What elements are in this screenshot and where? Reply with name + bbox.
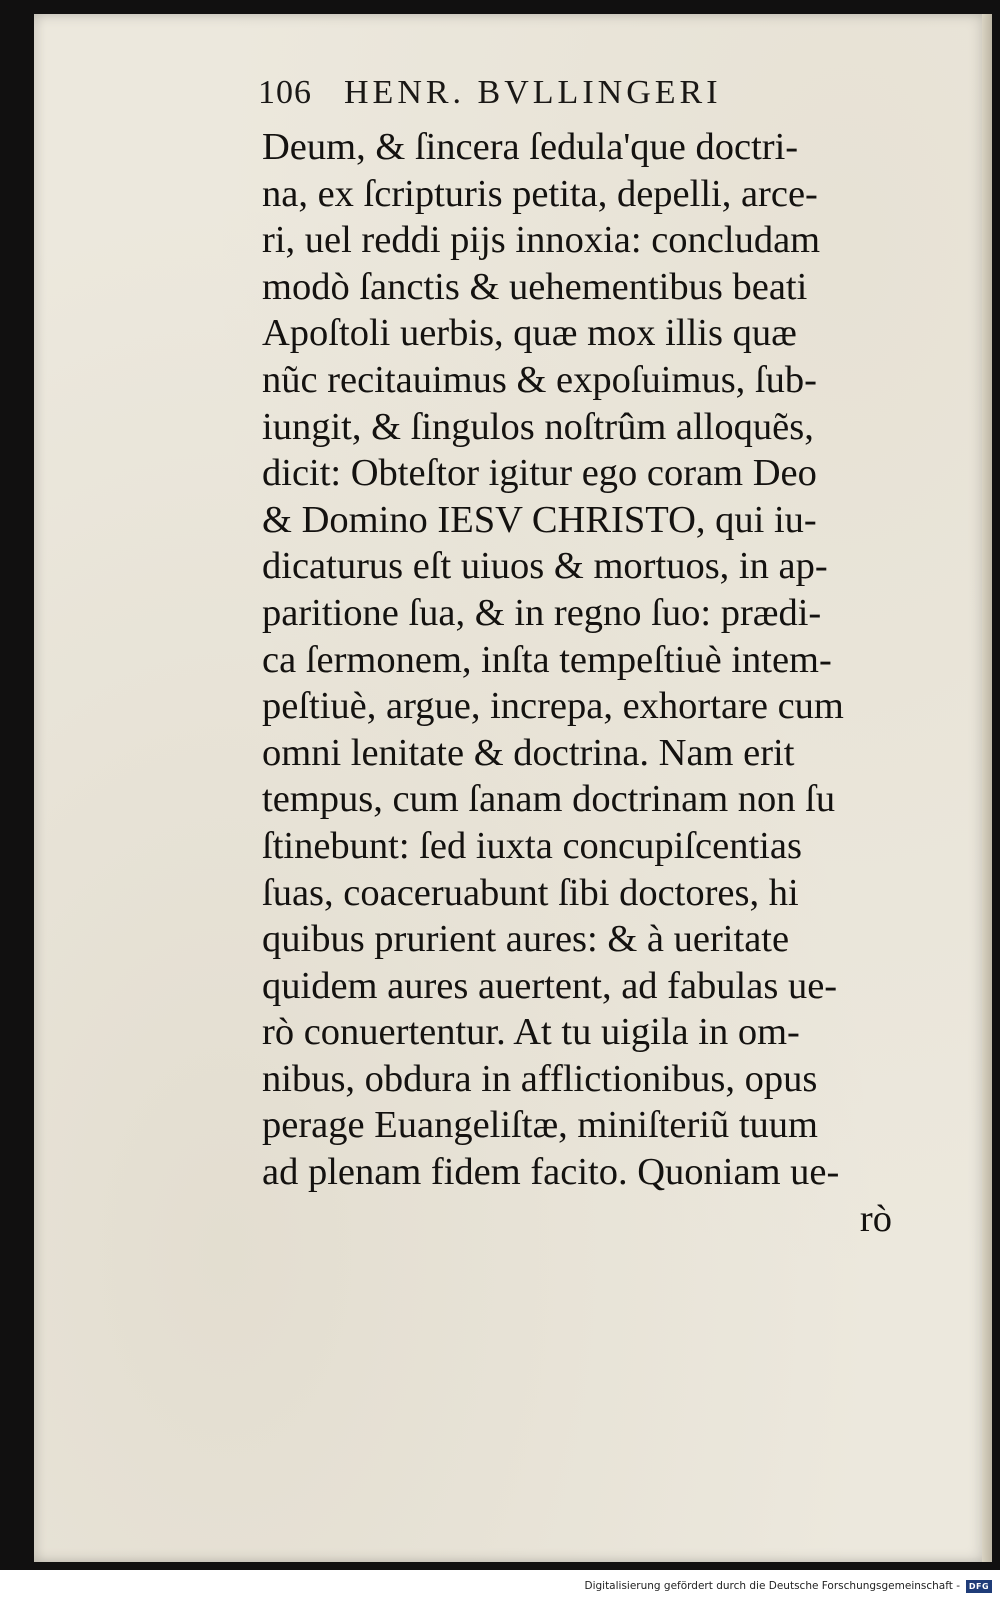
text-line: modò ſanctis & uehementibus beati bbox=[262, 265, 808, 308]
text-line: dicaturus eſt uiuos & mortuos, in ap- bbox=[262, 545, 828, 588]
text-line: ca ſermonem, inſta tempeſtiuè intem- bbox=[262, 638, 832, 681]
catchword: rò bbox=[859, 1197, 892, 1240]
text-line: omni lenitate & doctrina. Nam erit bbox=[262, 731, 795, 774]
text-line: nũc recitauimus & expoſuimus, ſub- bbox=[262, 358, 817, 401]
running-head bbox=[258, 74, 818, 118]
text-line: peſtiuè, argue, increpa, exhortare cum bbox=[262, 685, 844, 728]
text-line: na, ex ſcripturis petita, depelli, arce- bbox=[262, 172, 818, 215]
text-line: iungit, & ſingulos noſtrûm alloquẽs, bbox=[262, 405, 814, 448]
page-edge bbox=[982, 14, 992, 1562]
text-line: ad plenam fidem facito. Quoniam ue- bbox=[262, 1151, 840, 1194]
text-line: Apoſtoli uerbis, quæ mox illis quæ bbox=[262, 312, 797, 355]
dfg-logo: DFG bbox=[966, 1580, 992, 1593]
text-line: ſuas, coaceruabunt ſibi doctores, hi bbox=[262, 871, 799, 914]
text-line: ſtinebunt: ſed iuxta concupiſcentias bbox=[262, 824, 802, 867]
text-line: quibus prurient aures: & à ueritate bbox=[262, 918, 790, 961]
text-line: Deum, & ſincera ſedula'que doctri- bbox=[262, 126, 799, 168]
text-line: nibus, obdura in afflictionibus, opus bbox=[262, 1057, 818, 1100]
running-title: HENR. BVLLINGERI bbox=[344, 74, 722, 111]
body-text bbox=[262, 124, 902, 1242]
text-line: quidem aures auertent, ad fabulas ue- bbox=[262, 964, 838, 1007]
text-line: dicit: Obteſtor igitur ego coram Deo bbox=[262, 452, 817, 495]
digitization-footer bbox=[0, 1572, 1000, 1600]
page-number: 106 bbox=[258, 74, 312, 111]
funding-notice: Digitalisierung gefördert durch die Deutsche Forschungsgemeinschaft - bbox=[584, 1580, 960, 1592]
text-line: ri, uel reddi pijs innoxia: concludam bbox=[262, 219, 821, 262]
text-line: tempus, cum ſanam doctrinam non ſu bbox=[262, 778, 836, 821]
text-line: perage Euangeliſtæ, miniſteriũ tuum bbox=[262, 1104, 818, 1147]
text-line: & Domino IESV CHRISTO, qui iu- bbox=[262, 498, 817, 541]
text-line: rò conuertentur. At tu uigila in om- bbox=[262, 1011, 800, 1054]
text-line: paritione ſua, & in regno ſuo: prædi- bbox=[262, 591, 822, 634]
